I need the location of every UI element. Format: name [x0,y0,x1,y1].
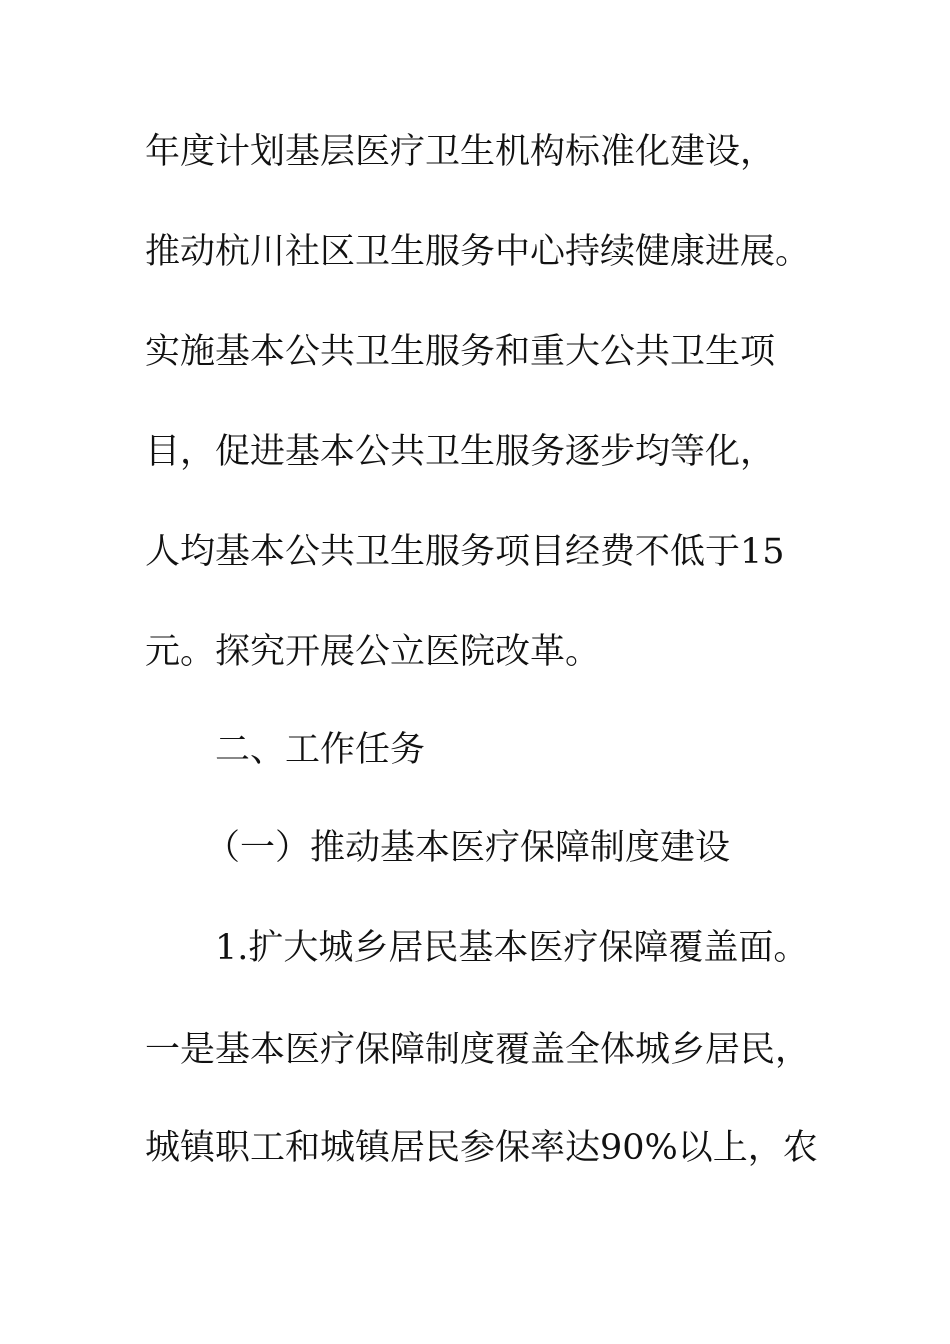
paragraph-line-2: 推动杭川社区卫生服务中心持续健康进展。 [145,232,811,272]
numbered-item-heading: 1.扩大城乡居民基本医疗保障覆盖面。 [215,928,809,968]
subsection-heading: （一）推动基本医疗保障制度建设 [205,828,731,868]
paragraph-line-7: 一是基本医疗保障制度覆盖全体城乡居民， [145,1030,811,1070]
paragraph-line-6: 元。探究开展公立医院改革。 [145,632,601,672]
paragraph-line-8: 城镇职工和城镇居民参保率达90%以上，农 [145,1128,818,1168]
paragraph-line-4: 目，促进基本公共卫生服务逐步均等化， [145,432,776,472]
paragraph-line-5: 人均基本公共卫生服务项目经费不低于15 [145,532,785,572]
paragraph-line-1: 年度计划基层医疗卫生机构标准化建设， [145,132,776,172]
paragraph-line-3: 实施基本公共卫生服务和重大公共卫生项 [145,332,776,372]
section-heading: 二、工作任务 [215,730,426,770]
